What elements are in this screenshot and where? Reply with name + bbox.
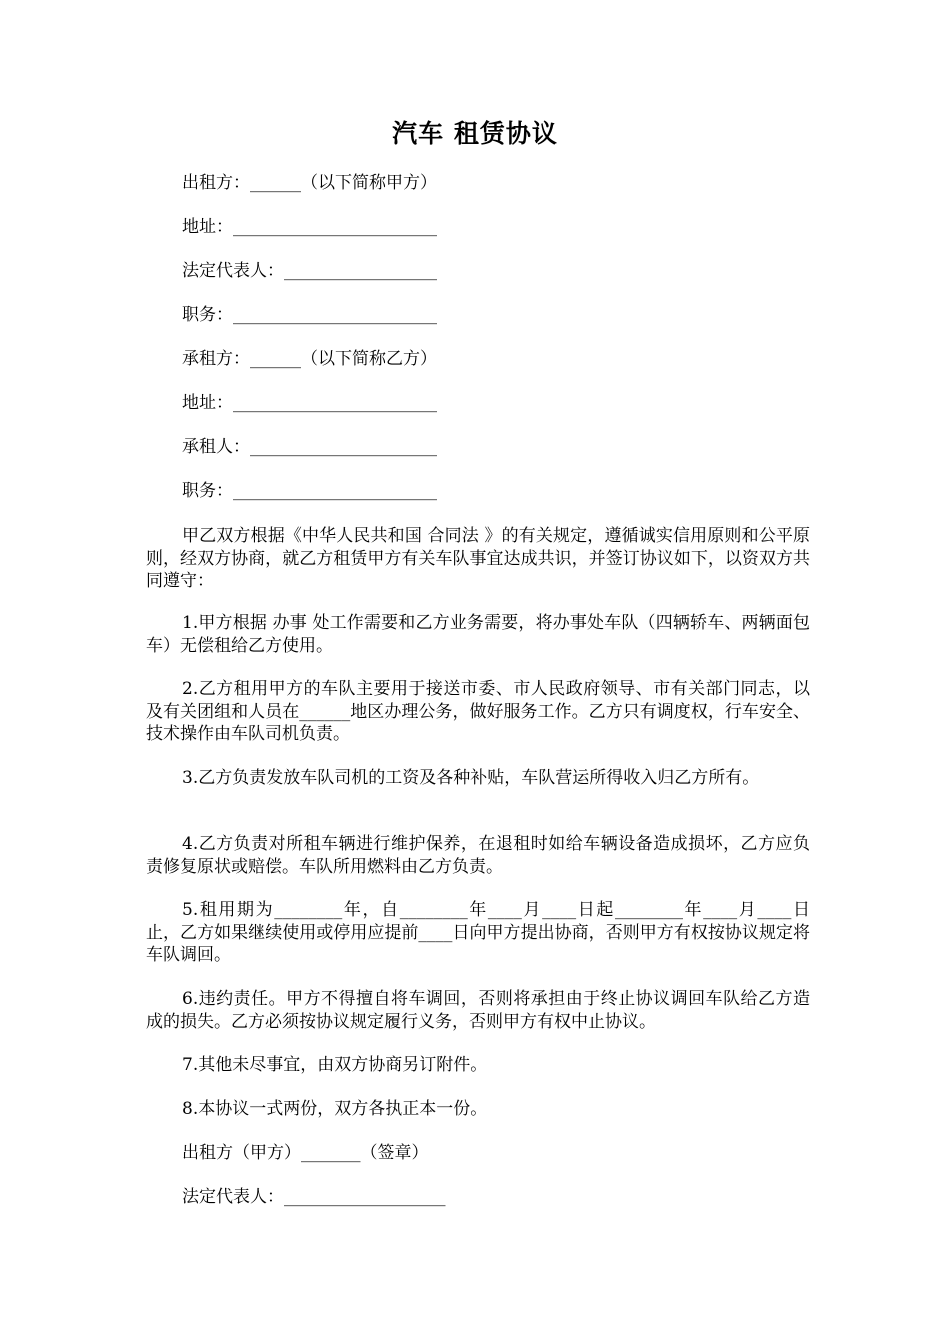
clause-8: 8.本协议一式两份，双方各执正本一份。 [182, 1099, 488, 1119]
legal-rep-signature-line: 法定代表人：___________________ [182, 1187, 446, 1207]
clause-5: 5.租用期为________年，自________年____月____日起________年____月____日止，乙方如果继续使用或停用应提前____日向甲方提出协商，否则甲方有权按协议规定将车队调回。 [146, 900, 810, 965]
lessor-field: 出租方：______（以下简称甲方） [182, 173, 437, 193]
lessor-legal-rep-field: 法定代表人：__________________ [182, 261, 437, 281]
lessee-position-field: 职务：________________________ [182, 481, 437, 501]
preamble-paragraph: 甲乙双方根据《中华人民共和国 合同法 》的有关规定，遵循诚实信用原则和公平原则，经双方协商，就乙方租赁甲方有关车队事宜达成共识，并签订协议如下，以资双方共同遵守： [146, 526, 810, 591]
clause-3: 3.乙方负责发放车队司机的工资及各种补贴，车队营运所得收入归乙方所有。 [182, 768, 760, 788]
clause-1: 1.甲方根据 办事 处工作需要和乙方业务需要，将办事处车队（四辆轿车、两辆面包车）无偿租给乙方使用。 [146, 613, 810, 656]
lessor-address-field: 地址：________________________ [182, 217, 437, 237]
clause-4: 4.乙方负责对所租车辆进行维护保养，在退租时如给车辆设备造成损坏，乙方应负责修复原状或赔偿。车队所用燃料由乙方负责。 [146, 834, 810, 877]
lessee-field: 承租方：______（以下简称乙方） [182, 349, 437, 369]
lessee-person-field: 承租人：______________________ [182, 437, 437, 457]
clause-7: 7.其他未尽事宜，由双方协商另订附件。 [182, 1055, 488, 1075]
document-title: 汽车 租赁协议 [392, 119, 558, 148]
lessor-position-field: 职务：________________________ [182, 305, 437, 325]
clause-6: 6.违约责任。甲方不得擅自将车调回，否则将承担由于终止协议调回车队给乙方造成的损失。乙方必须按协议规定履行义务，否则甲方有权中止协议。 [146, 989, 810, 1032]
lessor-signature-line: 出租方（甲方）_______（签章） [182, 1143, 429, 1163]
lessee-address-field: 地址：________________________ [182, 393, 437, 413]
clause-2: 2.乙方租用甲方的车队主要用于接送市委、市人民政府领导、市有关部门同志，以及有关团组和人员在______地区办理公务，做好服务工作。乙方只有调度权，行车安全、技术操作由车队司机负责。 [146, 679, 810, 744]
